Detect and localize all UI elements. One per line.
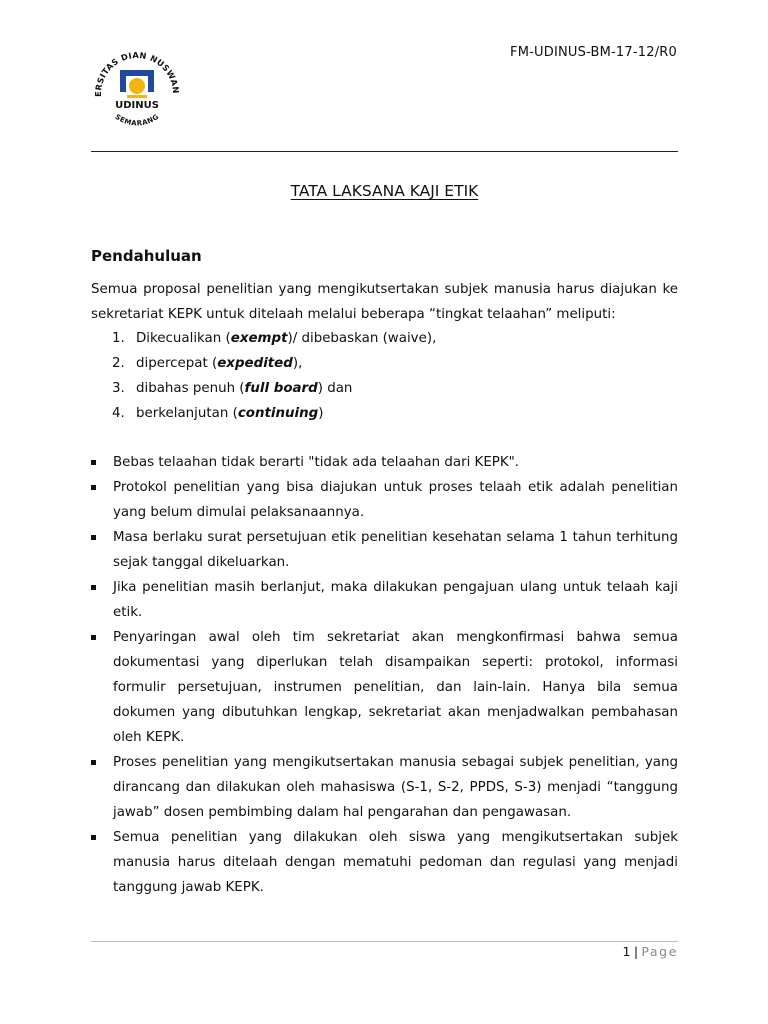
document-title: TATA LAKSANA KAJI ETIK [290, 182, 479, 200]
intro-paragraph: Semua proposal penelitian yang mengikutsertakan subjek manusia harus diajukan ke sekretariat KEPK untuk ditelaah melalui beberapa “tingkat telaahan” meliputi: [91, 282, 678, 322]
list-text: berkelanjutan ( [136, 406, 238, 421]
page-separator: | [633, 944, 639, 959]
square-bullet-icon [91, 760, 96, 765]
list-item [91, 351, 436, 376]
bullet-text: Penyaringan awal oleh tim sekretariat akan mengkonfirmasi bahwa semua dokumentasi yang diperlukan telah disampaikan seperti: protokol, informasi formulir persetujuan, instrumen penelitian, dan lain-lain. Hanya bila semua dokumen yang dibutuhkan lengkap, sekretariat akan menjadwalkan pembahasan oleh KEPK. [113, 630, 678, 745]
bullet-text: Semua penelitian yang dilakukan oleh siswa yang mengikutsertakan subjek manusia harus ditelaah dengan mematuhi pedoman dan regulasi yang menjadi tanggung jawab KEPK. [113, 830, 678, 895]
section-heading: Pendahuluan [91, 247, 202, 265]
logo-ring-text-top: ERSITAS DIAN NUSWAN [92, 49, 182, 97]
header-divider [91, 151, 678, 152]
bullet-text: Bebas telaahan tidak berarti "tidak ada telaahan dari KEPK". [113, 455, 520, 470]
square-bullet-icon [91, 835, 96, 840]
list-text: Dikecualikan ( [136, 331, 231, 346]
square-bullet-icon [91, 585, 96, 590]
list-text: ) dan [317, 381, 353, 396]
list-number: 4. [112, 406, 125, 421]
list-term: exempt [230, 331, 288, 346]
page-label: Page [641, 944, 678, 959]
list-term: continuing [237, 406, 319, 421]
square-bullet-icon [91, 535, 96, 540]
bullet-item [91, 825, 678, 900]
logo-ring-text-bottom: SEMARANG [113, 112, 161, 128]
list-number: 3. [112, 381, 125, 396]
policy-bullet-list [91, 450, 678, 900]
bullet-text: Masa berlaku surat persetujuan etik penelitian kesehatan selama 1 tahun terhitung sejak tanggal dikeluarkan. [113, 530, 678, 570]
bullet-item [91, 575, 678, 625]
university-logo [89, 42, 185, 138]
list-text: dibahas penuh ( [136, 381, 245, 396]
list-text: ) [318, 406, 324, 421]
list-text: )/ dibebaskan (waive), [287, 331, 437, 346]
square-bullet-icon [91, 635, 96, 640]
bullet-item [91, 525, 678, 575]
page-footer [623, 944, 678, 959]
bullet-text: Jika penelitian masih berlanjut, maka dilakukan pengajuan ulang untuk telaah kaji etik. [113, 580, 678, 620]
list-text: ), [292, 356, 303, 371]
bullet-text: Proses penelitian yang mengikutsertakan manusia sebagai subjek penelitian, yang dirancang dan dilakukan oleh mahasiswa (S-1, S-2, PPDS, S-3) menjadi “tanggung jawab” dosen pembimbing dalam hal pengarahan dan pengawasan. [113, 755, 678, 820]
bullet-item [91, 750, 678, 825]
list-text: dipercepat ( [136, 356, 218, 371]
bullet-item [91, 475, 678, 525]
footer-divider [91, 941, 678, 942]
document-code: FM-UDINUS-BM-17-12/R0 [510, 45, 677, 60]
bullet-item [91, 450, 678, 475]
list-term: full board [244, 381, 318, 396]
list-number: 1. [112, 331, 125, 346]
page-number: 1 [622, 944, 631, 959]
square-bullet-icon [91, 485, 96, 490]
list-item [91, 401, 436, 426]
review-levels-list [91, 326, 436, 426]
logo-center-text: UDINUS [115, 100, 159, 111]
list-number: 2. [112, 356, 125, 371]
bullet-item [91, 625, 678, 750]
svg-text:SEMARANG [114, 113, 161, 128]
list-item [91, 326, 436, 351]
list-term: expedited [217, 356, 293, 371]
square-bullet-icon [91, 460, 96, 465]
list-item [91, 376, 436, 401]
bullet-text: Protokol penelitian yang bisa diajukan untuk proses telaah etik adalah penelitian yang belum dimulai pelaksanaannya. [113, 480, 678, 520]
